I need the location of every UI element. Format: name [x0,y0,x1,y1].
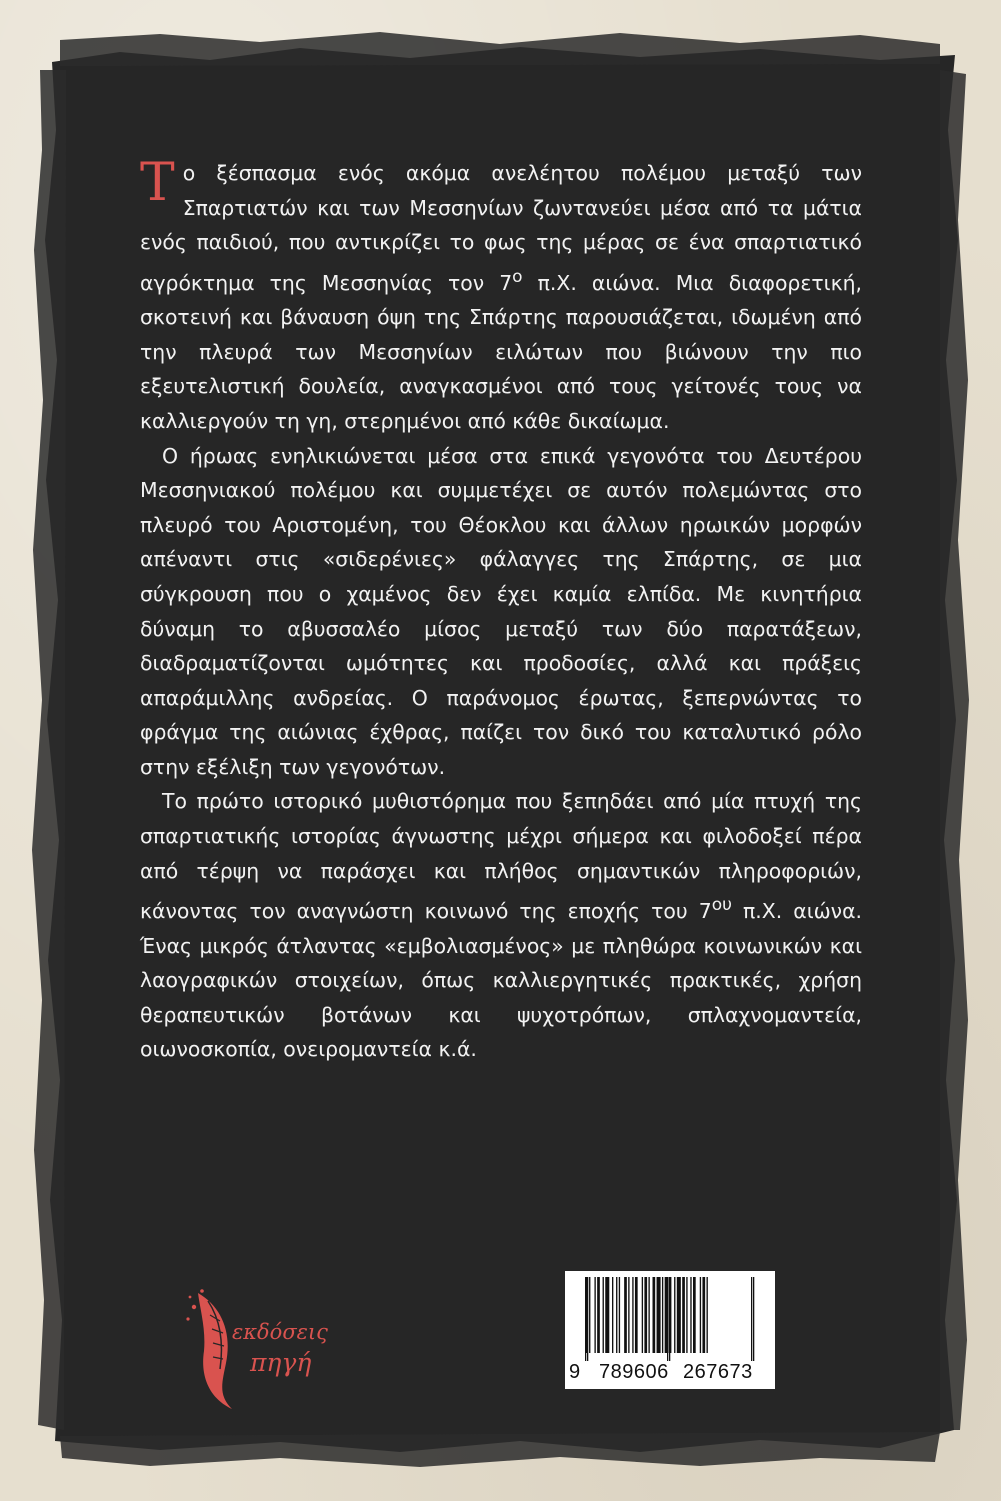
barcode-guard-bar [585,1277,586,1361]
barcode-group-2: 267673 [683,1361,753,1383]
barcode-bar [619,1277,620,1353]
isbn-barcode [565,1271,775,1389]
ordinal-superscript: ο [512,266,523,287]
barcode-guard-bar [669,1277,670,1361]
back-cover-blurb [140,153,862,1067]
publisher-name-line-1: εκδόσεις [232,1320,328,1344]
paragraph-2: Ο ήρωας ενηλικιώνεται μέσα στα επικά γεγονότα του Δευτέρου Μεσσηνιακού πολέμου και συμμετέχει σε αυτόν πολεμώντας στο πλευρό του Αριστομένη, του Θέοκλου και άλλων ηρωικών μορφών απέναντι στις «σιδερένιες» φάλαγγες της Σπάρτης, σε μια σύγκρουση που ο χαμένος δεν έχει καμία ελπίδα. Με κινητήρια δύναμη το αβυσσαλέο μίσος μεταξύ των δύο παρατάξεων, διαδραματίζονται ωμότητες και προδοσίες, αλλά και πράξεις απαράμιλλης ανδρείας. Ο παράνομος έρωτας, ξεπερνώντας το φράγμα της αιώνιας έχθρας, παίζει τον δικό του καταλυτικό ρόλο στην εξέλιξη των γεγονότων. [140,443,862,779]
barcode-bar [605,1277,609,1353]
barcode-bar [603,1277,604,1353]
barcode-bars [571,1277,769,1361]
barcode-bar [702,1277,705,1353]
barcode-bar [653,1277,656,1353]
barcode-bar [657,1277,661,1353]
barcode-bar [597,1277,600,1353]
paragraph-1-text-end: π.Χ. αιώνα. Μια διαφορετική, σκοτεινή και βάναυση όψη της Σπάρτης παρουσιάζεται, ιδωμένη από την πλευρά των Μεσσηνίων ειλώτων που βιώνουν την πιο εξευτελιστική δουλεία, αναγκασμένοι από τους γείτονές τους να καλλιεργούν τη γη, στερημένοι από κάθε δικαίωμα. [140,270,862,433]
barcode-group-1: 789606 [599,1361,669,1383]
barcode-bar [644,1277,647,1353]
publisher-name-line-2: πηγή [250,1348,312,1377]
barcode-bar [612,1277,613,1353]
barcode-bar [594,1277,595,1353]
barcode-bar [693,1277,696,1353]
brush-edge-right [940,70,969,1430]
barcode-bar [642,1277,643,1353]
barcode-bar [682,1277,685,1353]
barcode-bar [677,1277,681,1353]
barcode-bar [589,1277,590,1353]
paragraph-1-text: ο ξέσπασμα ενός ακόμα ανελέητου πολέμου μεταξύ των Σπαρτιατών και των Μεσσηνίων ζωντανεύει μέσα από τα μάτια ενός παιδιού, που αντικρίζει το φως της μέρας σε ένα σπαρτιατικό αγρόκτημα της Μεσσηνίας τον 7 [140,161,862,295]
barcode-guard-bar [667,1277,668,1361]
barcode-guard-bar [753,1277,754,1361]
barcode-lead-digit: 9 [569,1361,581,1383]
barcode-guard-bar [751,1277,752,1361]
brush-edge-bottom [60,1432,940,1467]
brush-edge-top [60,32,940,66]
barcode-bar [690,1277,691,1353]
barcode-bar [662,1277,663,1353]
barcode-bar [686,1277,687,1353]
barcode-bar [628,1277,629,1353]
barcode-guard-bar [587,1277,588,1361]
drop-cap: Τ [140,153,175,213]
barcode-bar [707,1277,708,1353]
paragraph-1 [140,153,862,439]
barcode-bar [700,1277,701,1353]
barcode-bar [674,1277,675,1353]
brush-edge-left [32,70,66,1430]
barcode-bar [648,1277,649,1353]
barcode-bar [616,1277,617,1353]
barcode-bar [624,1277,627,1353]
paragraph-3-text: Το πρώτο ιστορικό μυθιστόρημα που ξεπηδάει από μία πτυχή της σπαρτιατικής ιστορίας άγνωστης μέχρι σήμερα και φιλοδοξεί πέρα από τέρψη να παράσχει και πλήθος σημαντικών πληροφοριών, κάνοντας τον αναγνώστη κοινωνό της εποχής του 7 [140,789,862,924]
barcode-bar [635,1277,638,1353]
barcode-digits [569,1359,771,1385]
ordinal-superscript: ου [711,895,732,916]
paragraph-3-text-end: π.Χ. αιώνα. Ένας μικρός άτλαντας «εμβολιασμένος» με πληθώρα κοινωνικών και λαογραφικών στοιχείων, όπως καλλιεργητικές πρακτικές, χρήση θεραπευτικών βοτάνων και ψυχοτρόπων, σπλαχνομαντεία, οιωνοσκοπία, ονειρομαντεία κ.ά. [140,899,862,1062]
paragraph-3 [140,784,862,1067]
barcode-bar [632,1277,633,1353]
barcode-bar [665,1277,668,1353]
